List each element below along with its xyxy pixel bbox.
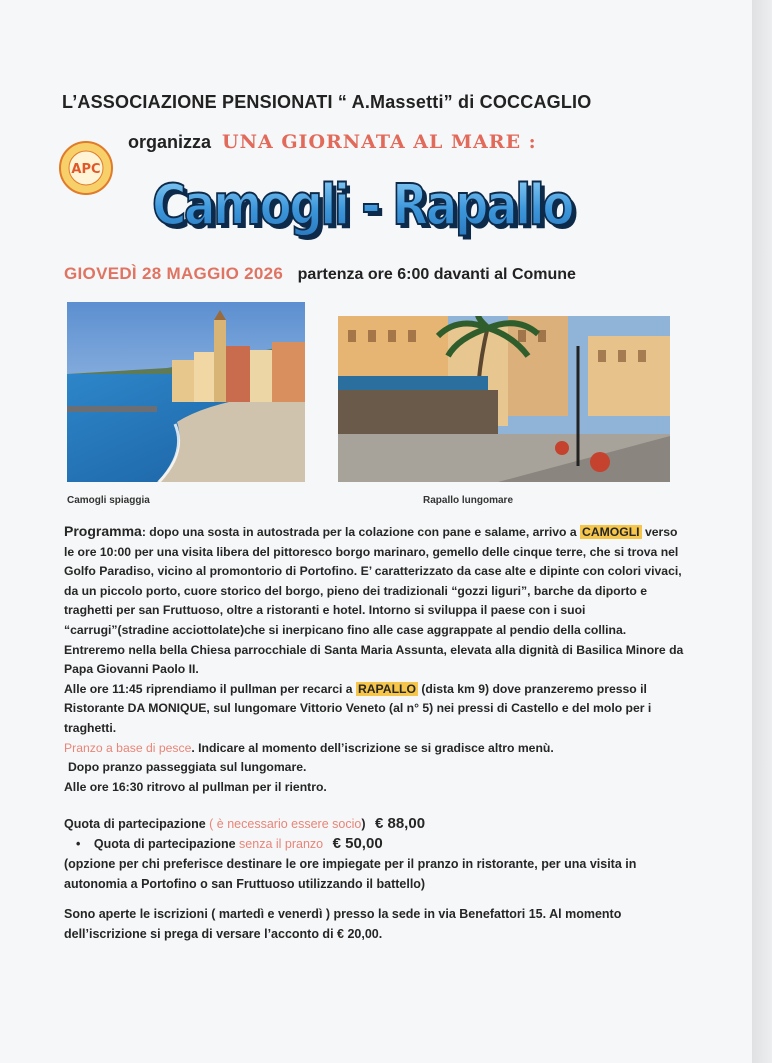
photo-caption-camogli: Camogli spiaggia [67, 495, 150, 506]
programma-intro: : dopo una sosta in autostrada per la colazione con pane e salame, arrivo a [141, 525, 581, 539]
quota-alt-description: (opzione per chi preferisce destinare le ore impiegate per il pranzo in ristorante, per una visita in autonomia a Portofino o san Fruttuoso utilizzando il battello) [64, 857, 637, 891]
rapallo-paragraph [64, 680, 684, 739]
association-title: L’ASSOCIAZIONE PENSIONATI “ A.Massetti” di COCCAGLIO [62, 92, 592, 112]
rapallo-text: (dista km 9) dove pranzeremo presso il Ristorante DA MONIQUE, sul lungomare Vittorio Veneto (al n° 5) nei pressi di Castello e del molo per i traghetti. [64, 681, 652, 735]
programma-label: Programma [64, 523, 142, 539]
destination-shadow: Camogli - Rapallo [156, 177, 578, 242]
event-title: UNA GIORNATA AL MARE : [222, 131, 537, 153]
walk-line: Dopo pranzo passeggiata sul lungomare. [68, 760, 307, 775]
programma-section [64, 522, 684, 797]
quota-section [64, 814, 684, 894]
pranzo-text: . Indicare al momento dell’iscrizione se si gradisce altro menù. [191, 740, 554, 755]
programma-camogli-text: verso le ore 10:00 per una visita libera del pittoresco borgo marinaro, gemello delle cinque terre, che si trova nel Golfo Paradiso, vicino al promontorio di Portofino. E’ caratterizzato da case alte e dipinte con colori vivaci, da un piccolo porto, cuore storico del borgo, pieno dei tradizionali “gozzi liguri”, barche da diporto e traghetti per san Fruttuoso, oltre a ristoranti e hotel. Intorno si sviluppa il paese con i suoi “carrugi”(stradine acciottolate)che si inerpicano fino alle case aggrappate al pendio della collina. Entreremo nella bella Chiesa parrocchiale di Santa Maria Assunta, elevata alla dignità di Basilica Minore da Papa Giovanni Paolo II. [64, 525, 684, 677]
programma-paragraph [64, 522, 684, 680]
rapallo-intro: Alle ore 11:45 riprendiamo il pullman per recarci a [64, 681, 356, 696]
pranzo-line [64, 739, 684, 759]
quota-price: € 88,00 [374, 815, 426, 832]
place-rapallo: RAPALLO [357, 681, 416, 696]
quota-alt-note: senza il pranzo [239, 837, 324, 851]
destination-text: Camogli - Rapallo [152, 173, 574, 238]
quota-alt-label: Quota di partecipazione [93, 837, 236, 851]
page-edge [752, 0, 772, 1063]
organizza-line [128, 131, 537, 153]
rapallo-promenade-photo [338, 316, 670, 482]
organizza-label: organizza [128, 132, 212, 152]
quota-alt-price: € 50,00 [332, 835, 383, 852]
place-camogli: CAMOGLI [582, 525, 640, 539]
quota-main [64, 814, 684, 834]
quota-note: ( è necessario essere socio [209, 817, 362, 831]
camogli-beach-photo [67, 302, 305, 482]
association-logo [58, 140, 114, 196]
logo-letters: APC [71, 162, 101, 177]
quota-alt [64, 834, 684, 854]
departure-info: partenza ore 6:00 davanti al Comune [297, 266, 576, 283]
destination-banner [148, 164, 580, 246]
iscrizioni-note: Sono aperte le iscrizioni ( martedì e venerdì ) presso la sede in via Benefattori 15. Al momento dell’iscrizione si prega di versare l’acconto di € 20,00. [64, 907, 622, 941]
event-date: GIOVEDÌ 28 MAGGIO 2026 [64, 264, 284, 283]
pranzo-highlight: Pranzo a base di pesce [64, 740, 192, 755]
quota-note-close: ) [361, 817, 366, 831]
return-line: Alle ore 16:30 ritrovo al pullman per il rientro. [64, 779, 327, 794]
photo-caption-rapallo: Rapallo lungomare [423, 495, 514, 506]
quota-label: Quota di partecipazione [64, 817, 206, 831]
date-line [64, 264, 576, 284]
